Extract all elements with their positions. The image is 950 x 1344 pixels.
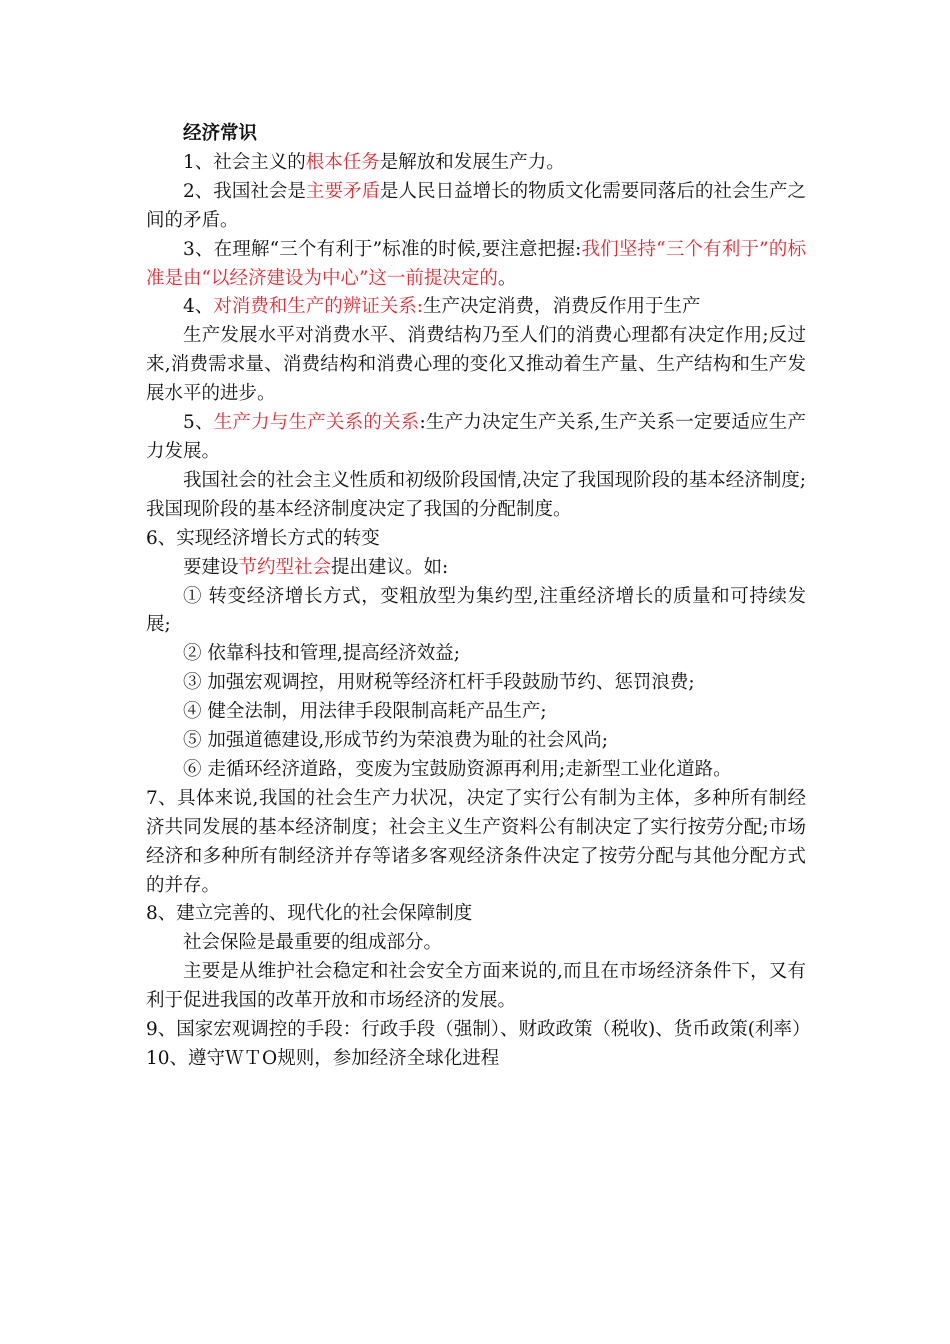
list-item: ② 依靠科技和管理,提高经济效益; [183, 643, 460, 665]
item-5-highlight: 生产力与生产关系的关系 [213, 412, 420, 434]
item-6-intro-text: 要建设 [183, 556, 239, 578]
item-3-highlight: 我们坚持“三个有利于”的标准是由“以经济建设为中心”这一前提决定的 [146, 238, 806, 289]
item-8-line-2: 主要是从维护社会稳定和社会安全方面来说的,而且在市场经济条件下，又有利于促进我国的改革开放和市场经济的发展。 [146, 961, 806, 1012]
item-5-paragraph: 我国社会的社会主义性质和初级阶段国情,决定了我国现阶段的基本经济制度;我国现阶段的基本经济制度决定了我国的分配制度。 [146, 469, 806, 520]
item-4 [146, 293, 806, 322]
list-item: ⑤ 加强道德建设,形成节约为荣浪费为耻的社会风尚; [183, 730, 608, 752]
item-4-text-end: 生产决定消费，消费反作用于生产 [423, 296, 701, 318]
item-2-highlight: 主要矛盾 [305, 180, 381, 202]
item-8-line-1: 社会保险是最重要的组成部分。 [183, 932, 443, 954]
item-5 [146, 409, 806, 467]
item-1 [146, 149, 806, 178]
item-6-intro-highlight: 节约型社会 [238, 556, 332, 578]
list-item: ④ 健全法制，用法律手段限制高耗产品生产; [183, 701, 547, 723]
item-1-highlight: 根本任务 [305, 151, 380, 173]
item-8: 8、建立完善的、现代化的社会保障制度 [146, 903, 473, 925]
item-2 [146, 178, 806, 236]
item-3-text-end: 。 [497, 267, 517, 289]
item-4-text: 4、 [183, 296, 214, 318]
item-1-text: 1、社会主义的 [183, 151, 306, 173]
item-10: 10、遵守ＷＴO规则，参加经济全球化进程 [146, 1048, 500, 1069]
list-item: ① 转变经济增长方式，变粗放型为集约型,注重经济增长的质量和可持续发展; [146, 585, 806, 636]
item-2-text: 2、我国社会是 [183, 180, 306, 202]
item-4-paragraph: 生产发展水平对消费水平、消费结构乃至人们的消费心理都有决定作用;反过来,消费需求量、消费结构和消费心理的变化又推动着生产量、生产结构和生产发展水平的进步。 [146, 325, 806, 405]
list-item: ③ 加强宏观调控，用财税等经济杠杆手段鼓励节约、惩罚浪费; [183, 672, 695, 694]
item-7: 7、具体来说,我国的社会生产力状况，决定了实行公有制为主体，多种所有制经济共同发展的基本经济制度；社会主义生产资料公有制决定了实行按劳分配;市场经济和多种所有制经济并存等诸多客观经济条件决定了按劳分配与其他分配方式的并存。 [146, 787, 806, 896]
item-6-intro-text-end: 提出建议。如: [331, 556, 449, 578]
item-1-text-end: 是解放和发展生产力。 [379, 151, 565, 173]
item-6: 6、实现经济增长方式的转变 [146, 527, 380, 549]
item-2-text-end: 是人民日益增长的物质文化需要同落后的社会生产之间的矛盾。 [146, 180, 806, 231]
item-3-text: 3、在理解“三个有利于”标准的时候,要注意把握: [183, 238, 582, 260]
item-6-intro [146, 554, 806, 583]
item-9: 9、国家宏观调控的手段：行政手段（强制）、财政政策（税收)、货币政策(利率） [146, 1019, 811, 1041]
document-title: 经济常识 [183, 123, 258, 144]
document-body [146, 120, 811, 1074]
list-item: ⑥ 走循环经济道路，变废为宝鼓励资源再利用;走新型工业化道路。 [183, 758, 732, 780]
item-5-text: 5、 [183, 412, 214, 434]
item-4-highlight: 对消费和生产的辨证关系: [213, 296, 424, 318]
item-5-text-end: :生产力决定生产关系,生产关系一定要适应生产力发展。 [146, 412, 806, 462]
item-3 [146, 236, 806, 294]
